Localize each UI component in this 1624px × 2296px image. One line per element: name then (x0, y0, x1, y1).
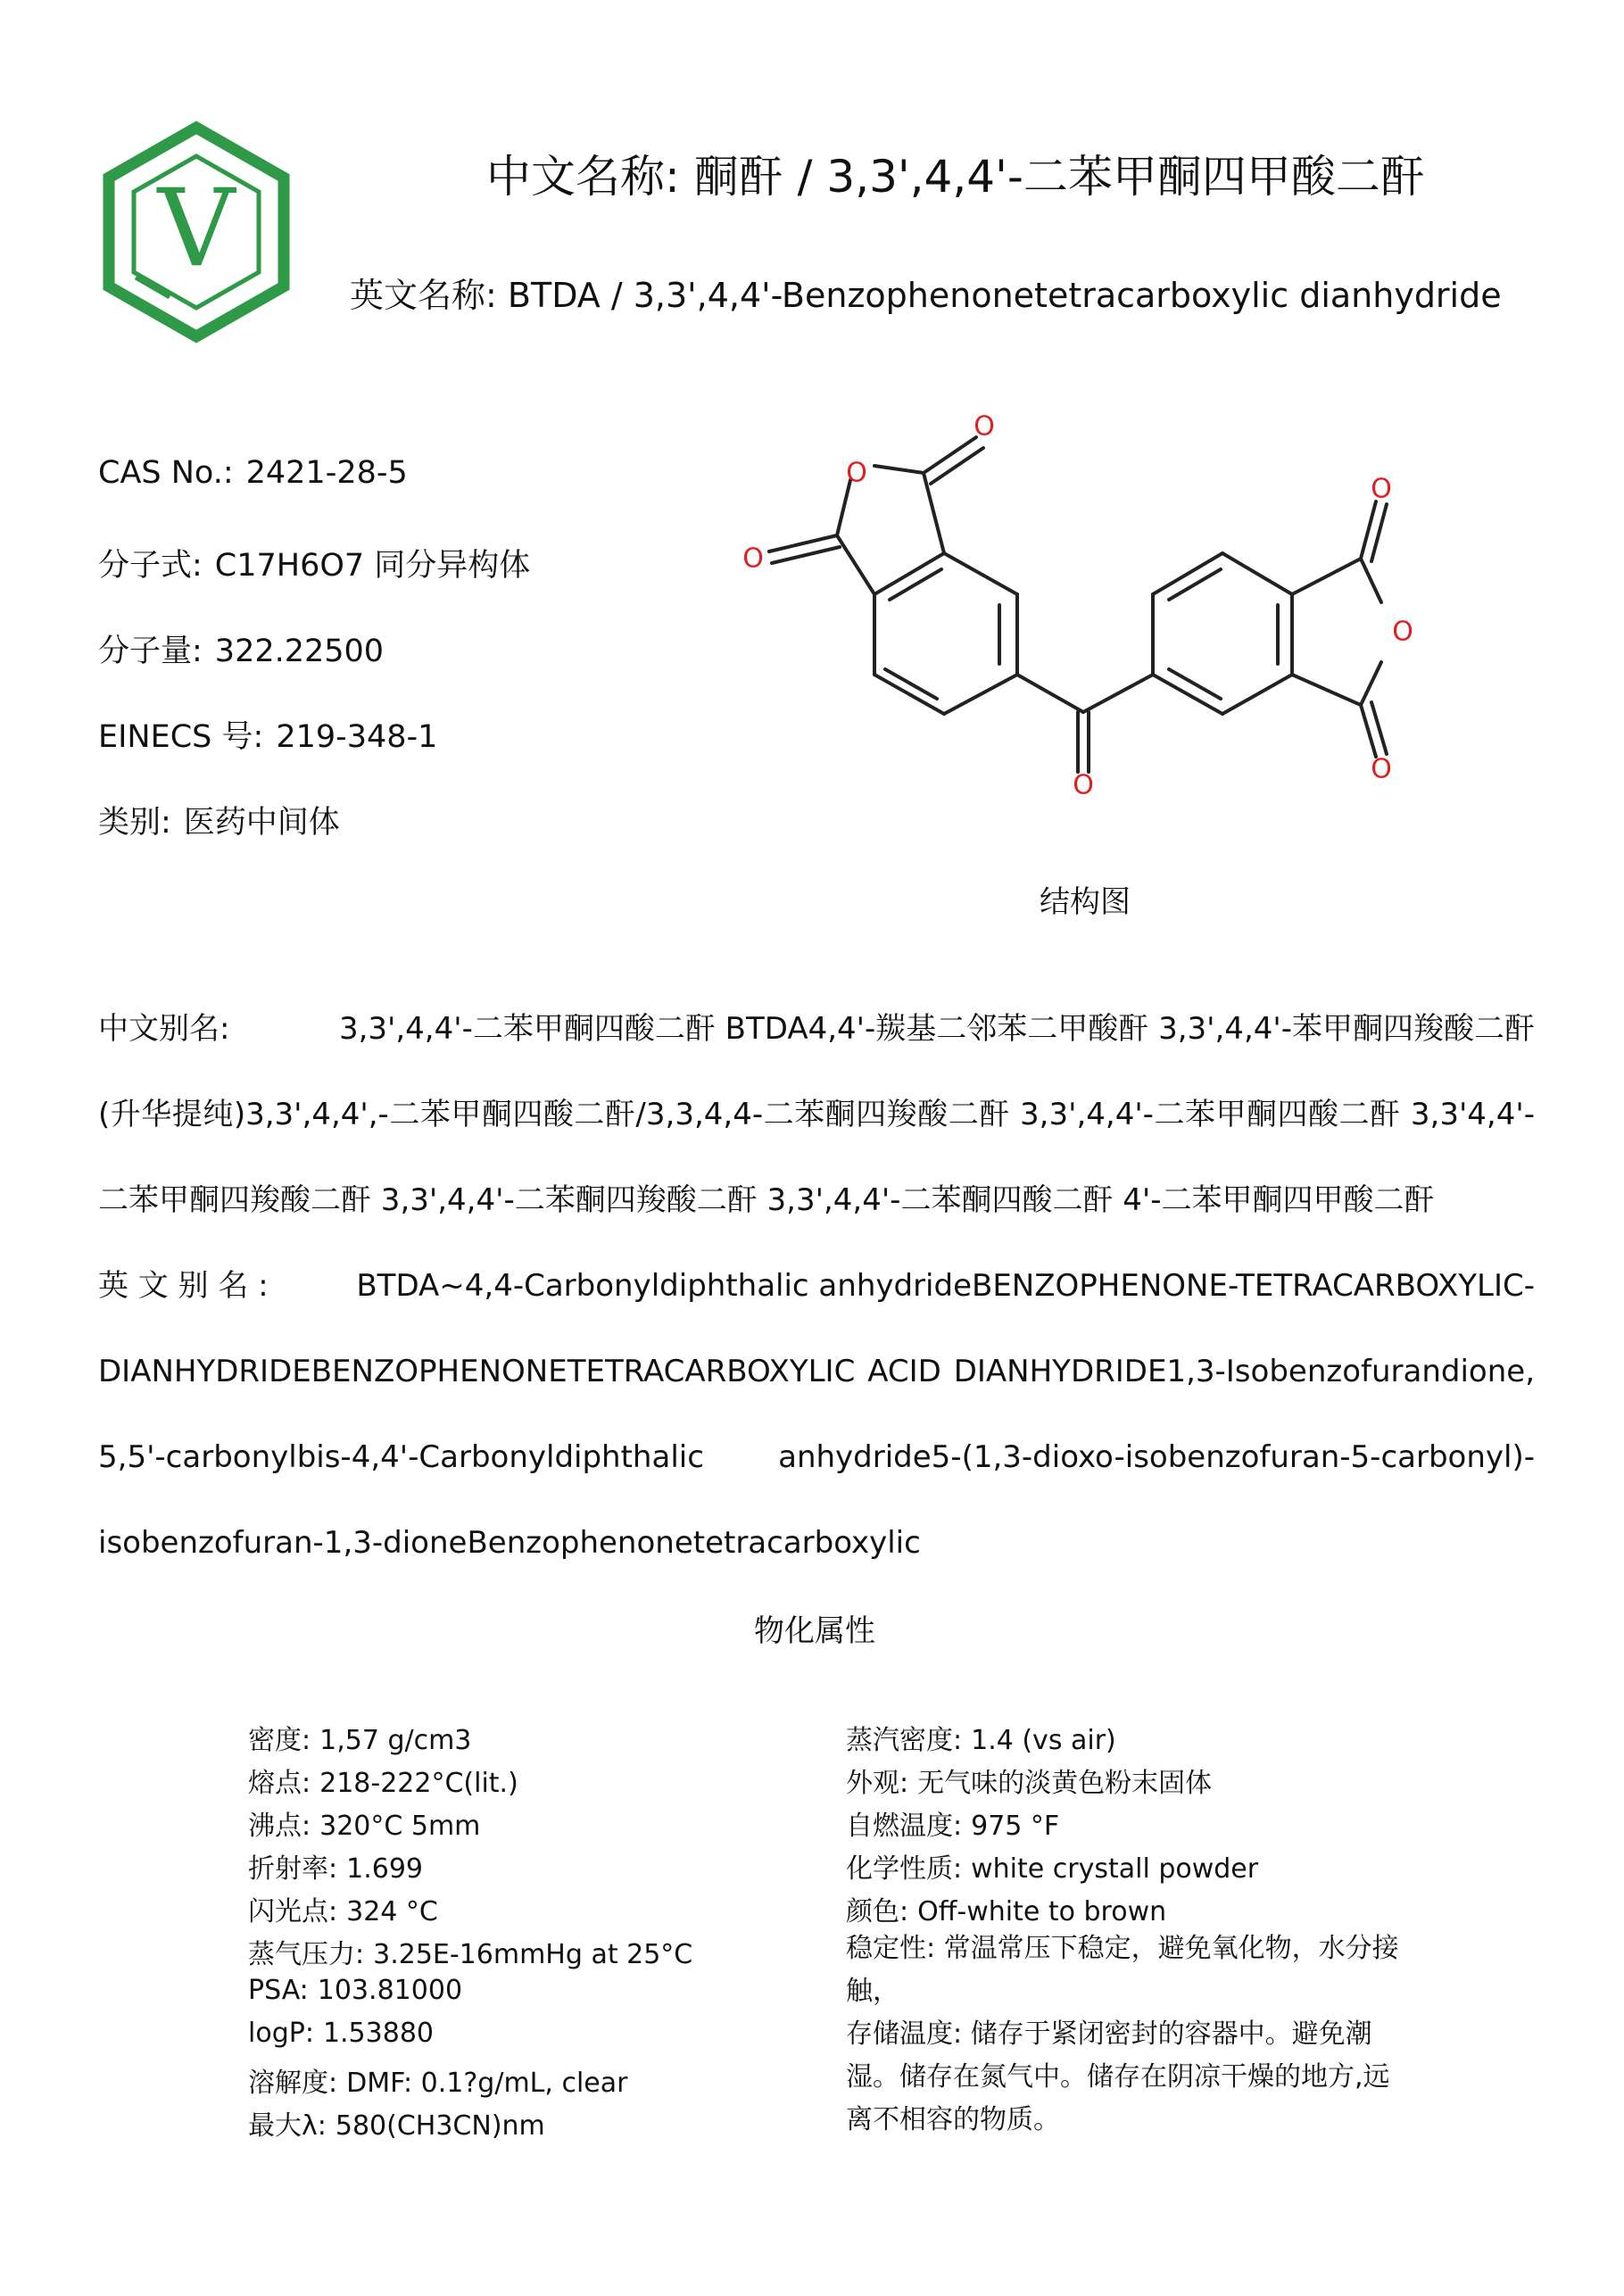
oxygen-atom-label: O (1371, 473, 1392, 505)
property-label: PSA: (248, 1975, 309, 2006)
property-label: 折射率: (248, 1853, 338, 1885)
info-label: 类别: (98, 805, 171, 841)
alias-line: 二苯甲酮四羧酸二酐 3,3',4,4'-二苯酮四羧酸二酐 3,3',4,4'-二苯酮四酸二酐 4'-二苯甲酮四甲酸二酐 (98, 1182, 1435, 1218)
property-value: 320°C 5mm (319, 1811, 481, 1842)
info-label: CAS No.: (98, 455, 234, 491)
property-value: 无气味的淡黄色粉末固体 (917, 1768, 1213, 1799)
property-label: 闪光点: (248, 1896, 338, 1927)
structure-caption: 结构图 (1040, 884, 1131, 920)
property-row (846, 1761, 1212, 1800)
property-label: 颜色: (846, 1896, 909, 1927)
info-label: 分子式: (98, 548, 203, 584)
info-row-formula (98, 541, 530, 585)
property-label: 存储温度: (846, 2018, 963, 2050)
property-row (248, 1761, 518, 1800)
alias-line (98, 1243, 1535, 1329)
alias-line (98, 986, 1535, 1072)
chinese-aliases-label: 中文别名: (98, 1011, 230, 1047)
info-value: 219-348-1 (276, 719, 438, 755)
info-label: 分子量: (98, 634, 203, 669)
property-label: 蒸汽密度: (846, 1725, 963, 1756)
alias-line: DIANHYDRIDEBENZOPHENONETETRACARBOXYLIC ACID DIANHYDRIDE1,3-Isobenzofurandione, (98, 1354, 1535, 1389)
property-value: 3.25E-16mmHg at 25°C (373, 1939, 693, 1970)
company-logo (98, 120, 294, 344)
logo-letter: V (157, 167, 236, 291)
alias-text: 3,3',4,4'-二苯甲酮四酸二酐 BTDA4,4'-羰基二邻苯二甲酸酐 3,3',4,4'-苯甲酮四羧酸二酐 (338, 1011, 1535, 1047)
property-label: logP: (248, 2018, 314, 2049)
property-value: 1.699 (346, 1853, 423, 1885)
property-label: 密度: (248, 1725, 311, 1756)
oxygen-atom-label: O (974, 410, 995, 443)
property-row (248, 1718, 471, 1757)
english-name-value: BTDA / 3,3',4,4'-Benzophenonetetracarboxylic dianhydride (507, 276, 1502, 315)
property-row (846, 1846, 1258, 1886)
info-value: 2421-28-5 (245, 455, 408, 491)
chinese-name-value: 酮酐 / 3,3',4,4'-二苯甲酮四甲酸二酐 (693, 151, 1425, 203)
property-label: 蒸气压力: (248, 1939, 365, 1970)
oxygen-atom-label: O (1392, 616, 1413, 648)
property-row (248, 1846, 423, 1886)
property-row (248, 2103, 545, 2143)
info-row-cas (98, 455, 408, 491)
chinese-name-heading (486, 141, 1425, 205)
property-value: Off-white to brown (917, 1896, 1167, 1927)
property-label: 自燃温度: (846, 1811, 963, 1842)
alias-text: BTDA~4,4-Carbonyldiphthalic anhydrideBENZOPHENONE-TETRACARBOXYLIC- (356, 1268, 1535, 1304)
chinese-name-label: 中文名称: (486, 151, 680, 203)
info-label: EINECS 号: (98, 719, 264, 755)
english-aliases (98, 1243, 1535, 1586)
property-row (248, 1889, 438, 1928)
oxygen-atom-label: O (1073, 769, 1094, 801)
english-name-heading (350, 268, 1502, 317)
property-value: 储存于紧闭密封的容器中。避免潮湿。储存在氮气中。储存在阴凉干燥的地方,远离不相容的物质。 (846, 2018, 1390, 2135)
property-value: 580(CH3CN)nm (335, 2110, 545, 2142)
property-row (248, 1932, 692, 1971)
property-value: 103.81000 (317, 1975, 463, 2006)
property-label: 熔点: (248, 1768, 311, 1799)
property-label: 沸点: (248, 1811, 311, 1842)
property-value: 324 °C (346, 1896, 438, 1927)
alias-line: isobenzofuran-1,3-dioneBenzophenonetetracarboxylic (98, 1525, 921, 1561)
property-row (846, 1889, 1166, 1928)
info-row-category (98, 798, 340, 842)
alias-line: 5,5'-carbonylbis-4,4'-Carbonyldiphthalic anhydride5-(1,3-dioxo-isobenzofuran-5-carbonyl)- (98, 1439, 1535, 1475)
chinese-aliases (98, 986, 1535, 1243)
properties-title: 物化属性 (754, 1613, 875, 1649)
property-stability (846, 1927, 1399, 2013)
property-storage (846, 2013, 1399, 2142)
info-row-weight (98, 626, 384, 671)
property-row (248, 1975, 462, 2006)
oxygen-atom-label: O (1371, 753, 1392, 785)
property-row (846, 1718, 1116, 1757)
english-aliases-label: 英 文 别 名 : (98, 1268, 269, 1304)
oxygen-atom-label: O (846, 457, 867, 489)
property-row (248, 1803, 480, 1843)
property-value: 1,57 g/cm3 (319, 1725, 472, 1756)
info-value: C17H6O7 同分异构体 (214, 548, 531, 584)
info-value: 医药中间体 (183, 805, 340, 841)
property-value: 1.4 (vs air) (971, 1725, 1116, 1756)
property-value: 1.53880 (322, 2018, 434, 2049)
property-label: 稳定性: (846, 1933, 936, 1964)
property-label: 外观: (846, 1768, 909, 1799)
property-label: 化学性质: (846, 1853, 963, 1885)
property-value: 218-222°C(lit.) (319, 1768, 518, 1799)
property-row (248, 2018, 434, 2049)
property-value: DMF: 0.1?g/mL, clear (346, 2068, 628, 2099)
property-value: 975 °F (971, 1811, 1060, 1842)
english-name-label: 英文名称: (350, 276, 497, 315)
chemical-structure-diagram (714, 402, 1446, 803)
property-row (846, 1803, 1059, 1843)
property-value: white crystall powder (971, 1853, 1259, 1885)
info-row-einecs (98, 712, 437, 757)
property-value: 常温常压下稳定，避免氧化物，水分接触， (846, 1933, 1399, 2007)
property-row (248, 2060, 627, 2100)
oxygen-atom-label: O (742, 543, 764, 575)
property-label: 最大λ: (248, 2110, 327, 2142)
alias-line: (升华提纯)3,3',4,4',-二苯甲酮四酸二酐/3,3,4,4-二苯酮四羧酸二酐 3,3',4,4'-二苯甲酮四酸二酐 3,3'4,4'- (98, 1097, 1535, 1132)
property-label: 溶解度: (248, 2068, 338, 2099)
info-value: 322.22500 (214, 634, 385, 669)
